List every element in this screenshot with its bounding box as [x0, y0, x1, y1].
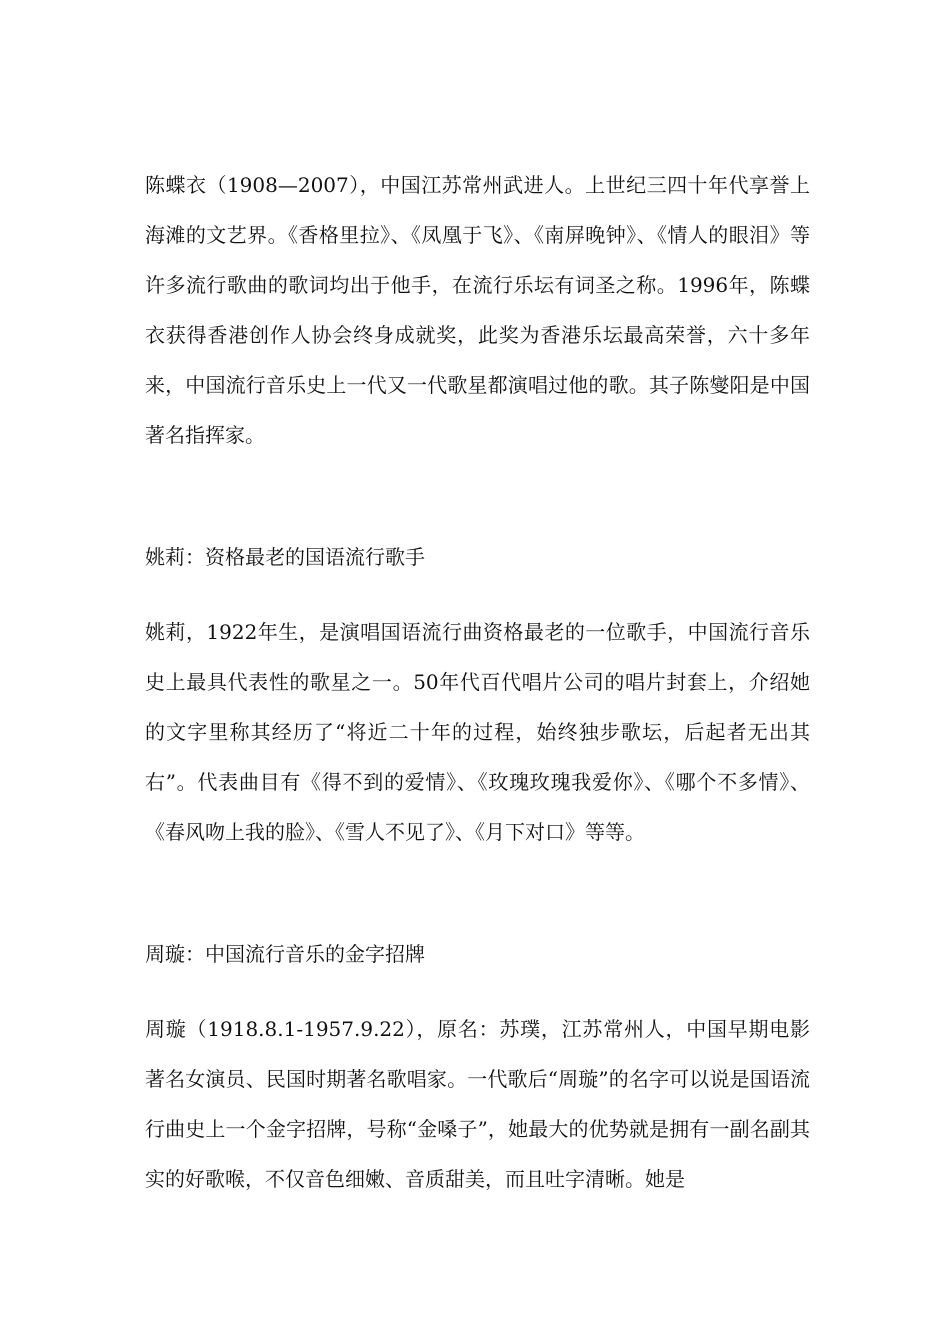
- heading-zhou-xuan: 周璇：中国流行音乐的金字招牌: [145, 942, 425, 966]
- heading-spacer: [145, 582, 810, 607]
- paragraph-chen-dieyi: 陈蝶衣（1908—2007），中国江苏常州武进人。上世纪三四十年代享誉上海滩的文艺界。《香格里拉》、《凤凰于飞》、《南屏晚钟》、《情人的眼泪》等许多流行歌曲的歌词均出于他手，在流行乐坛有词圣之称。1996年，陈蝶衣获得香港创作人协会终身成就奖，此奖为香港乐坛最高荣誉，六十多年来，中国流行音乐史上一代又一代歌星都演唱过他的歌。其子陈燮阳是中国著名指挥家。: [145, 173, 810, 447]
- paragraph-zhou-xuan: 周璇（1918.8.1-1957.9.22），原名：苏璞，江苏常州人，中国早期电影著名女演员、民国时期著名歌唱家。一代歌后“周璇”的名字可以说是国语流行曲史上一个金字招牌，号称“金嗓子”，她最大的优势就是拥有一副名副其实的好歌喉，不仅音色细嫩、音质甜美，而且吐字清晰。她是: [145, 1017, 810, 1191]
- section-spacer: [145, 857, 810, 929]
- section-spacer: [145, 460, 810, 532]
- paragraph-yao-li: 姚莉，1922年生，是演唱国语流行曲资格最老的一位歌手，中国流行音乐史上最具代表性的歌星之一。50年代百代唱片公司的唱片封套上，介绍她的文字里称其经历了“将近二十年的过程，始终独步歌坛，后起者无出其右”。代表曲目有《得不到的爱情》、《玫瑰玫瑰我爱你》、《哪个不多情》、《春风吻上我的脸》、《雪人不见了》、《月下对口》等等。: [145, 620, 810, 844]
- heading-yao-li: 姚莉：资格最老的国语流行歌手: [145, 545, 425, 569]
- document-page: [145, 160, 810, 1204]
- heading-spacer: [145, 979, 810, 1004]
